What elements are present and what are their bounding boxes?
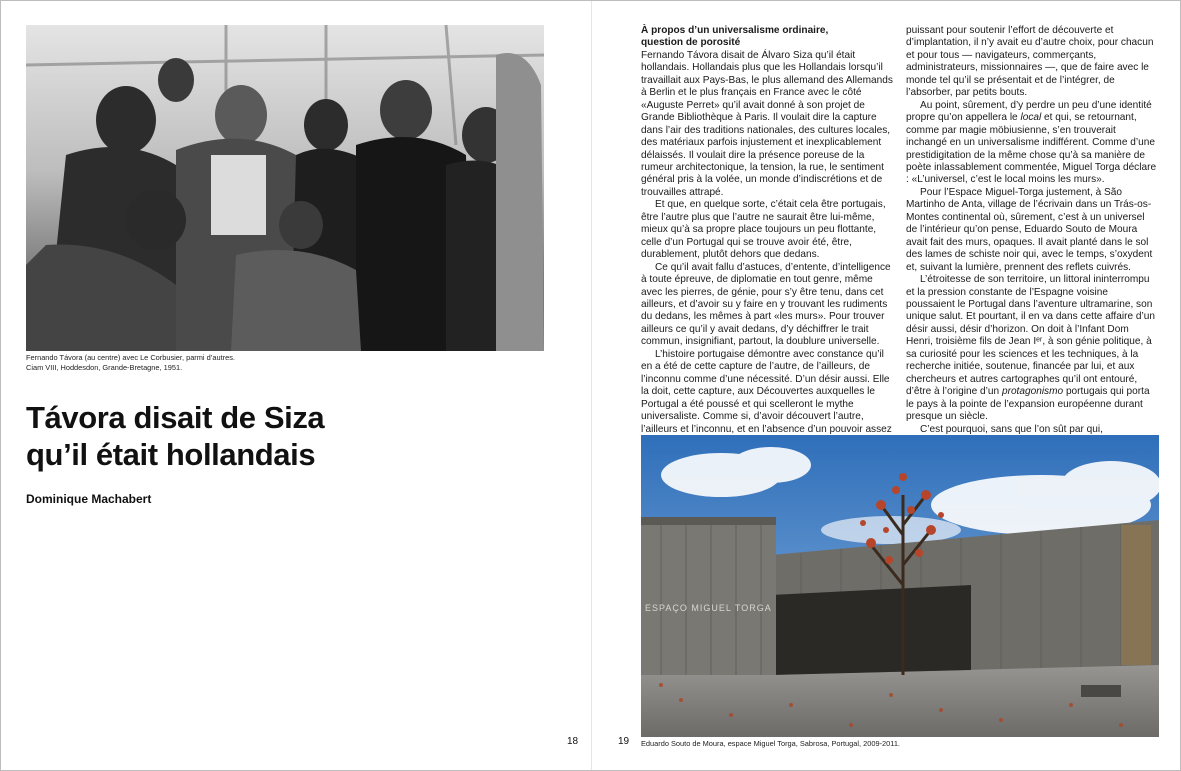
- title-line: qu’il était hollandais: [26, 437, 316, 472]
- caption-line: Fernando Távora (au centre) avec Le Corbusier, parmi d’autres.: [26, 353, 235, 362]
- paragraph: puissant pour soutenir l’effort de découverte et d’implantation, il n’y avait eu d’autre choix, pour chacun et pour tous — navigateurs, commerçants, administrateurs, missionnaires —, que de faire avec le monde tel qu’il se présentait et de l’intégrer, de l’absorber, par petits bouts.: [906, 25, 1154, 99]
- espace-miguel-torga-photo: [641, 435, 1159, 737]
- page-number-right: 19: [618, 736, 630, 747]
- subhead-line: question de porosité: [641, 37, 741, 49]
- emphasis: protagonismo: [1001, 386, 1064, 398]
- text-run: L’étroitesse de son territoire, un littoral ininterrompu et la pression constante de l’Espagne voisine poussaient le Portugal dans l’aventure ultramarine, son unique salut. Et pourtant, il en va dans cette affaire d’un désir aussi, désir d’horizon. On doit à l’Infant Dom Henri, troisième fils de Jean Iᵉʳ, à son génie politique, à sa curiosité pour les sciences et les techniques, à la recherche initiée, soutenue, financée par lui, et aux chercheurs et autres cartographes qu’il ont entouré, d’être à l’origine d’un: [906, 274, 1155, 398]
- paragraph: Et que, en quelque sorte, c’était cela être portugais, être l’autre plus que l’autre ne saurait être lui-même, mieux qu’à sa propre place toujours un peu flottante, celle d’un Portugal qui se trouve avoir été, être, durablement, plutôt dehors que dedans.: [641, 199, 886, 261]
- title-line: Távora disait de Siza: [26, 400, 325, 435]
- paragraph: Pour l’Espace Miguel-Torga justement, à São Martinho de Anta, village de l’écrivain dans un Trás-os-Montes continental où, sûrement, c’est à un universel de l’intérieur qu’on pense, Eduardo Souto de Moura avait fait des murs, opaques. Il avait planté dans le sol des lames de schiste noir qui, avec le temps, s’oxydent et, suivant la lumière, prennent des reflets cuivrés.: [906, 186, 1153, 273]
- page-number-left: 18: [567, 736, 579, 747]
- building-sign-text: ESPAÇO MIGUEL TORGA: [645, 603, 772, 613]
- page-fold: [591, 1, 592, 770]
- author-name: Dominique Machabert: [26, 492, 152, 506]
- section-subhead: [641, 25, 893, 50]
- caption-line: Ciam VIII, Hoddesdon, Grande-Bretagne, 1951.: [26, 362, 183, 372]
- paragraph: Fernando Távora disait de Álvaro Siza qu’il était hollandais. Hollandais plus que les Hollandais lorsqu’il travaillait aux Pays-Bas, le plus allemand des Allemands à Berlin et le plus français en France avec le côté «Auguste Perret» qu’il avait donné à son projet de Grande Bibliothèque à Paris. Il voulait dire la capture dans l’air des traditions nationales, des cultures locales, des matériaux parfois injustement et inexplicablement délaissés. Il voulait dire la présence poreuse de la rumeur architectonique, la tension, la rue, le sentiment général pris à la volée, un monde d’indiscrétions et de trouvailles attrapé.: [641, 49, 893, 198]
- text-column-2: [906, 25, 1158, 473]
- subhead-line: À propos d’un universalisme ordinaire,: [641, 25, 829, 36]
- paragraph: [906, 274, 1158, 423]
- text-run: et qui, se retournant, comme par magie möbiusienne, s’en trouverait inchangé en un universalisme indifférent. Comme d’une prestidigitation de la même chose qu’à sa manière de poète inlassablement commentée, Miguel Torga déclare : «L’universel, c’est le local moins les murs».: [906, 112, 1157, 186]
- paragraph: Ce qu’il avait fallu d’astuces, d’entente, d’intelligence à toute épreuve, de diplomatie en tout genre, même avec les pierres, de génie, pour s’y être tenu, dans cet ailleurs, et d’avoir su y faire en y trouvant les rudiments du dedans, les mêmes à part «les murs». Pour trouver ailleurs ce qu’il y avait dedans, d’y déchiffrer le trait commun, insignifiant, partout, la doublure universelle.: [641, 261, 891, 348]
- text-run: portugais qui porta le pays à la pointe de l’expansion européenne durant presque un siècle.: [906, 386, 1150, 423]
- emphasis: local: [1020, 112, 1042, 124]
- photo-caption-left: [26, 353, 426, 372]
- text-column-1: [641, 25, 893, 436]
- photo-caption-right: Eduardo Souto de Moura, espace Miguel Torga, Sabrosa, Portugal, 2009-2011.: [641, 739, 900, 748]
- paragraph: L’histoire portugaise démontre avec constance qu’il en a été de cette capture de l’autre, de l’ailleurs, de l’inconnu comme d’une nécessité. D’un désir aussi. Elle la doit, cette capture, aux Découvertes auxquelles le Portugal a été poussé et qui scelleront le mythe universaliste. Comme si, d’avoir découvert l’autre, l’ailleurs et l’inconnu, et en l’absence d’un pouvoir assez: [641, 348, 892, 435]
- article-title: [26, 399, 486, 473]
- paragraph: C’est pourquoi, sans que l’on sût par qui,: [920, 423, 1103, 435]
- historic-group-photo: [26, 25, 544, 351]
- text-run: Au point, sûrement, d’y perdre un peu d’une identité propre qu’on appellera le: [906, 99, 1152, 124]
- paragraph: [906, 100, 1158, 187]
